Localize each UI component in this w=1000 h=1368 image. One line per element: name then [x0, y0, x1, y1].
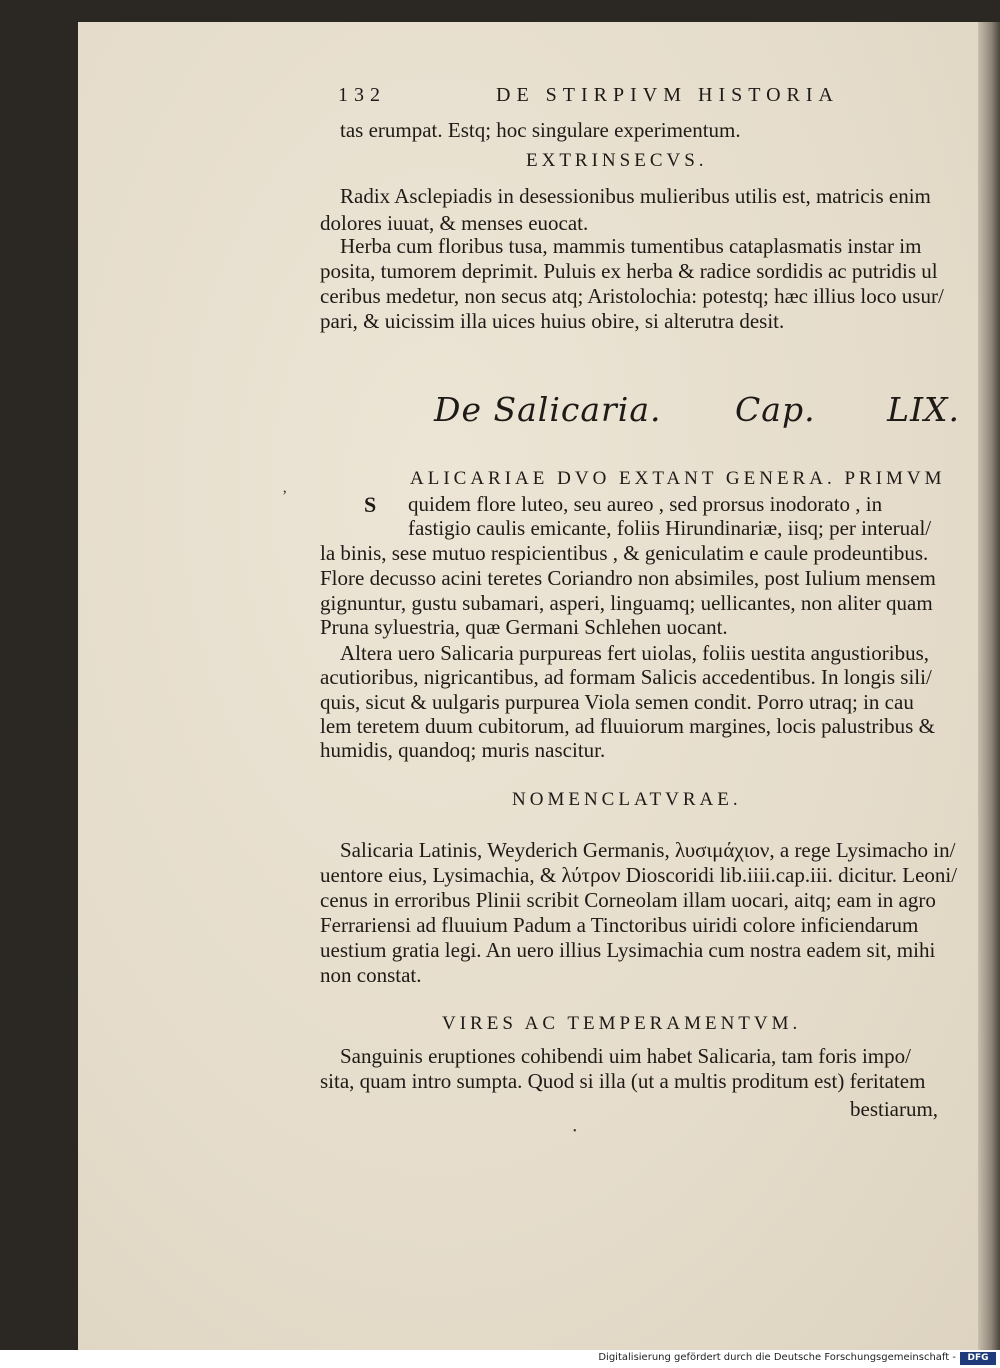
text-line: pari, & uicissim illa uices huius obire, si alterutra desit.	[320, 309, 785, 333]
text-line: gignuntur, gustu subamari, asperi, linguamq; uellicantes, non aliter quam	[320, 591, 933, 615]
text-line: uentore eius, Lysimachia, & λύτρον Dioscoridi lib.iiii.cap.iii. dicitur. Leoni/	[320, 863, 958, 887]
footer-credit: Digitalisierung gefördert durch die Deutsche Forschungsgemeinschaft -	[598, 1352, 956, 1363]
running-head-title: DE STIRPIVM HISTORIA	[496, 84, 839, 106]
text-line: acutioribus, nigricantibus, ad formam Salicis accedentibus. In longis sili/	[320, 665, 932, 689]
text-line: cenus in erroribus Plinii scribit Corneolam illam uocari, aitq; eam in agro	[320, 888, 936, 912]
text-line: quis, sicut & uulgaris purpurea Viola semen condit. Porro utraq; in cau	[320, 690, 914, 714]
chapter-title	[434, 390, 960, 429]
text-line: Sanguinis eruptiones cohibendi uim habet Salicaria, tam foris impo/	[340, 1044, 911, 1068]
text-line: uestium gratia legi. An uero illius Lysimachia cum nostra eadem sit, mihi	[320, 938, 936, 962]
chapter-cap-label: Cap.	[735, 390, 816, 429]
text-line: Salicaria Latinis, Weyderich Germanis, λυσιμάχιον, a rege Lysimacho in/	[340, 838, 956, 862]
text-line: Radix Asclepiadis in desessionibus mulieribus utilis est, matricis enim	[340, 184, 931, 208]
text-line: lem teretem duum cubitorum, ad fluuiorum margines, locis palustribus &	[320, 714, 935, 738]
text-line: ceribus medetur, non secus atq; Aristolochia: potestq; hæc illius loco usur/	[320, 284, 944, 308]
text-line: sita, quam intro sumpta. Quod si illa (ut a multis proditum est) feritatem	[320, 1069, 926, 1093]
ink-mark: ’	[282, 488, 288, 505]
text-line: Flore decusso acini teretes Coriandro non absimiles, post Iulium mensem	[320, 566, 936, 590]
text-line: tas erumpat. Estq; hoc singulare experimentum.	[340, 118, 741, 142]
dfg-logo-icon: DFG	[960, 1352, 996, 1365]
text-line: non constat.	[320, 963, 422, 987]
ink-mark: •	[573, 1126, 577, 1137]
text-line: posita, tumorem deprimit. Puluis ex herba & radice sordidis ac putridis ul	[320, 259, 938, 283]
catchword: bestiarum,	[850, 1097, 939, 1121]
chapter-number: LIX.	[887, 390, 961, 429]
page-number: 132	[338, 84, 386, 106]
text-line: dolores iuuat, & menses euocat.	[320, 211, 589, 235]
text-line: Altera uero Salicaria purpureas fert uiolas, foliis uestita angustioribus,	[340, 641, 929, 665]
text-line: Herba cum floribus tusa, mammis tumentibus cataplasmatis instar im	[340, 234, 922, 258]
text-line: la binis, sese mutuo respicientibus , & geniculatim e caule prodeuntibus.	[320, 541, 929, 565]
section-heading-nomenclaturae: NOMENCLATVRAE.	[512, 789, 742, 810]
text-line: humidis, quandoq; muris nascitur.	[320, 738, 606, 762]
text-line: quidem flore luteo, seu aureo , sed prorsus inodorato , in	[408, 492, 883, 516]
section-heading-extrinsecus: EXTRINSECVS.	[526, 150, 708, 171]
chapter-name: De Salicaria.	[434, 390, 662, 429]
section-heading-vires: VIRES AC TEMPERAMENTVM.	[442, 1013, 802, 1034]
drop-capital: S	[364, 492, 377, 517]
running-head	[338, 84, 839, 107]
text-line: Pruna syluestria, quæ Germani Schlehen uocant.	[320, 615, 728, 639]
text-line: Ferrariensi ad fluuium Padum a Tinctoribus uiridi colore inficiendarum	[320, 913, 919, 937]
text-line: fastigio caulis emicante, foliis Hirundinariæ, iisq; per interual/	[408, 516, 932, 540]
text-line: ALICARIAE DVO EXTANT GENERA. PRIMVM	[410, 468, 946, 489]
page-edge	[978, 22, 1000, 1350]
